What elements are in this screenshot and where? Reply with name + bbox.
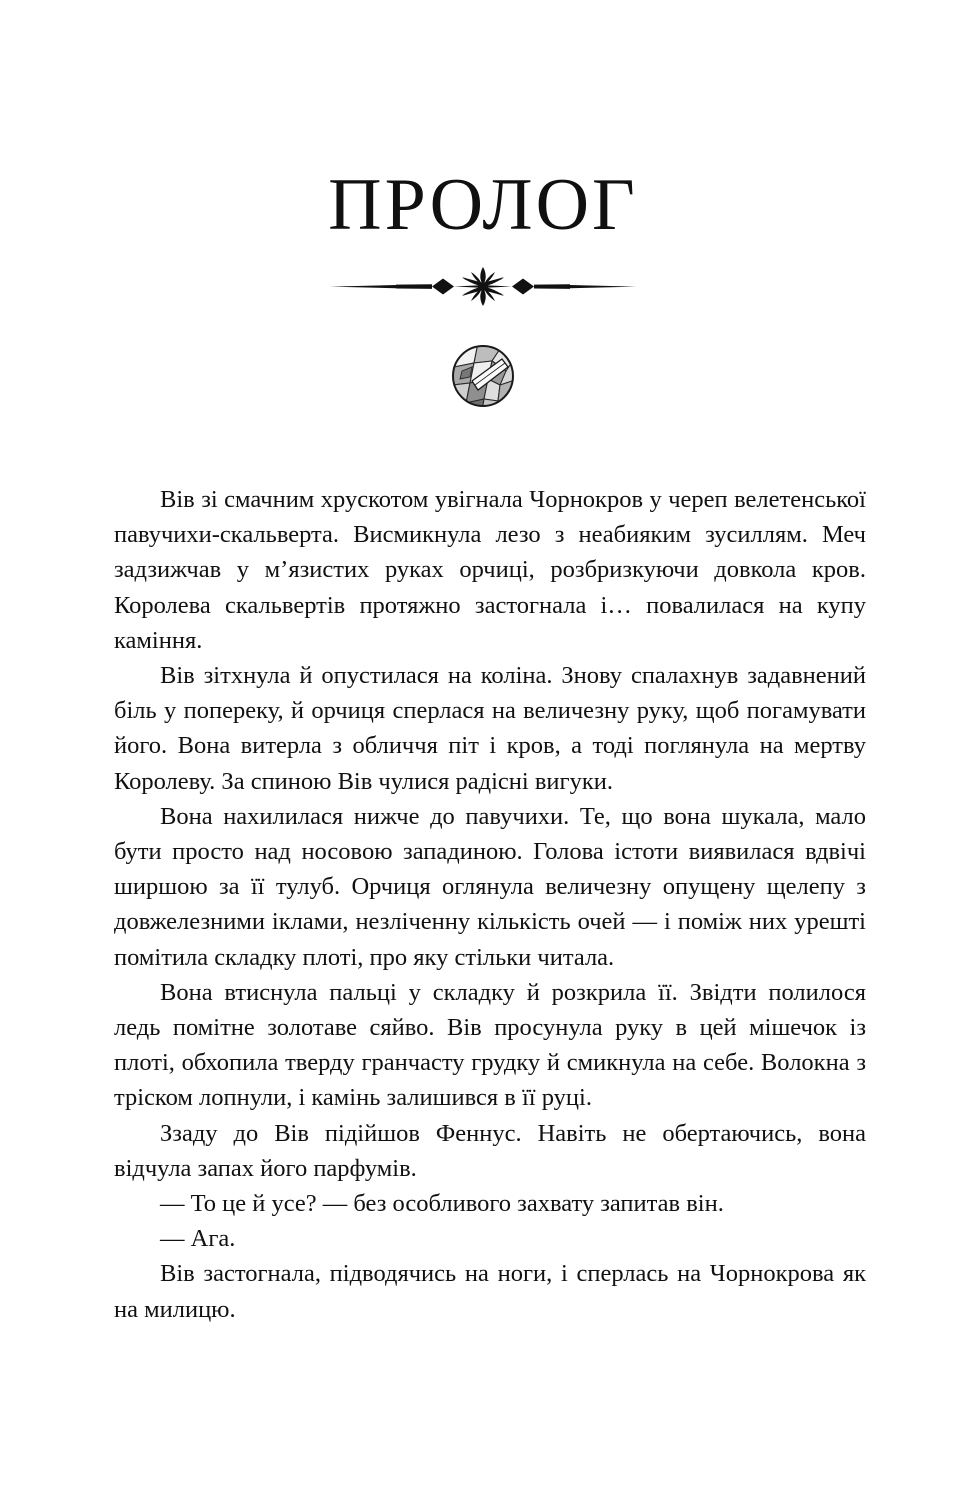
paragraph: Вона втиснула пальці у складку й розкрила її. Звідти полилося ледь помітне золотаве сяйво. Вів просунула руку в цей мішечок із плоті, обхопила тверду гранчасту грудку й смикнула на себе. Волокна з тріском лопнули, і камінь залишився в її руці. <box>114 978 866 1112</box>
paragraph: Ззаду до Вів підійшов Феннус. Навіть не обертаючись, вона відчула запах його парфумів. <box>114 1119 866 1182</box>
paragraph: Вів зі смачним хрускотом увігнала Чорнокров у череп велетенської павучихи-скальверта. Висмикнула лезо з неабияким зусиллям. Меч задзижчав у м’язистих руках орчиці, розбризкуючи довкола кров. Королева скальвертів протяжно застогнала і… повалилася на купу каміння. <box>114 486 866 654</box>
page-title: ПРОЛОГ <box>328 164 638 246</box>
dialogue-line: — То це й усе? — без особливого захвату запитав він. <box>160 1190 724 1218</box>
chapter-header <box>0 0 966 418</box>
crystal-gem-circle-emblem-icon <box>0 334 966 418</box>
paragraph: Вів зітхнула й опустилася на коліна. Знову спалахнув задавнений біль у попереку, й орчиця сперлася на величезну руку, щоб погамувати його. Вона витерла з обличчя піт і кров, а тоді поглянула на мертву Королеву. За спиною Вів чулися радісні вигуки. <box>114 662 866 795</box>
body-text <box>114 482 866 1327</box>
fleuron-divider-ornament-icon <box>0 264 966 308</box>
paragraph: Вона нахилилася нижче до павучихи. Те, що вона шукала, мало бути просто над носовою западиною. Голова істоти виявилася вдвічі ширшою за її тулуб. Орчиця оглянула величезну опущену щелепу з довжелезними іклами, незліченну кількість очей — і поміж них урешті помітила складку плоті, про яку стільки читала. <box>114 802 866 971</box>
dialogue-line: — Ага. <box>160 1225 236 1253</box>
paragraph: Вів застогнала, підводячись на ноги, і сперлась на Чорнокрова як на милицю. <box>114 1260 866 1323</box>
